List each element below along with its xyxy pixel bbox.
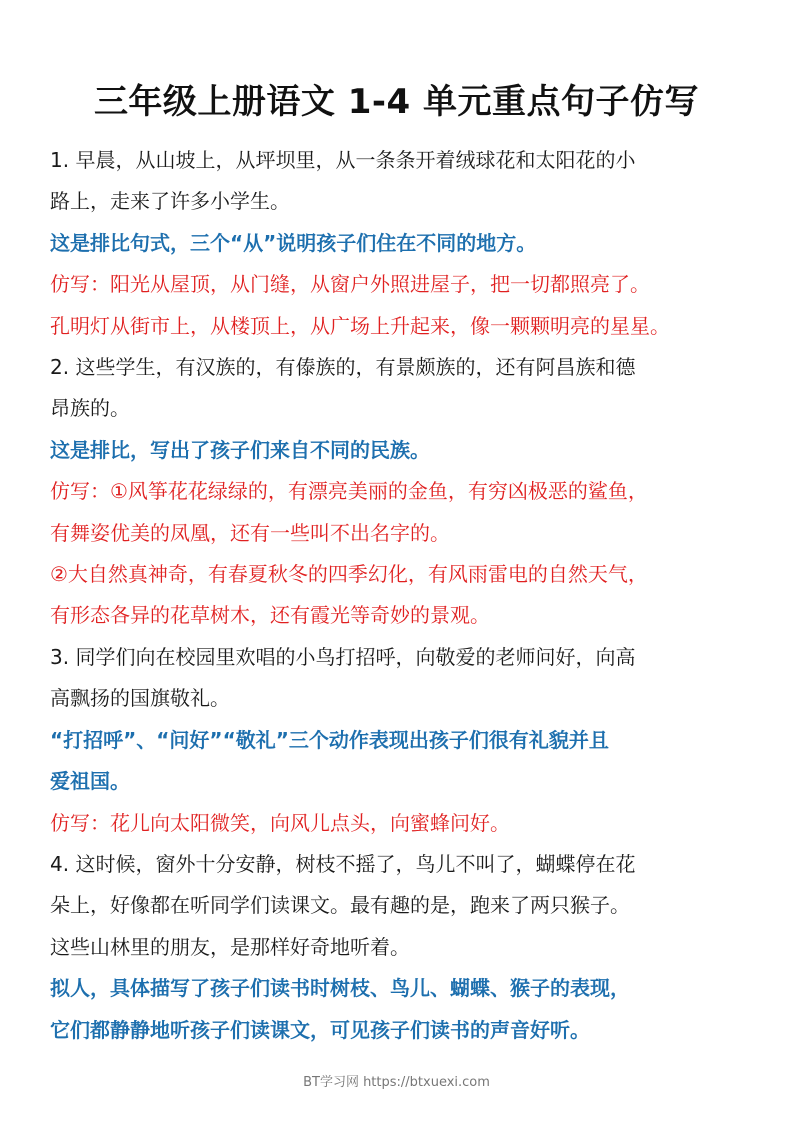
item-1-sentence xyxy=(50,140,750,223)
text-line: 高飘扬的国旗敬礼。 xyxy=(50,686,230,711)
text-line: 拟人，具体描写了孩子们读书时树枝、鸟儿、蝴蝶、猴子的表现， xyxy=(50,976,630,1001)
footer-source: BT学习网 https://btxuexi.com xyxy=(303,1075,490,1090)
item-4-sentence xyxy=(50,844,750,968)
text-line: 仿写：花儿向太阳微笑，向风儿点头，向蜜蜂问好。 xyxy=(50,810,510,835)
text-line: “打招呼”、“问好”“敬礼”三个动作表现出孩子们很有礼貌并且 xyxy=(50,727,609,752)
item-3-sentence xyxy=(50,637,750,720)
text-line: 有形态各异的花草树木，还有霞光等奇妙的景观。 xyxy=(50,603,490,628)
text-line: 爱祖国。 xyxy=(50,769,130,794)
text-line: 这是排比句式，三个“从”说明孩子们住在不同的地方。 xyxy=(50,230,537,255)
text-line: 昂族的。 xyxy=(50,396,130,421)
content-body xyxy=(50,140,750,1051)
item-2-sentence xyxy=(50,347,750,430)
item-4-analysis xyxy=(50,968,750,1051)
text-line: 2. 这些学生，有汉族的，有傣族的，有景颇族的，还有阿昌族和德 xyxy=(50,355,636,380)
item-1-analysis xyxy=(50,223,750,264)
item-2-imitation xyxy=(50,471,750,637)
text-line: 朵上，好像都在听同学们读课文。最有趣的是，跑来了两只猴子。 xyxy=(50,893,630,918)
item-3-imitation xyxy=(50,803,750,844)
page-title: 三年级上册语文 1-4 单元重点句子仿写 xyxy=(93,82,700,122)
text-line: 它们都静静地听孩子们读课文，可见孩子们读书的声音好听。 xyxy=(50,1017,590,1042)
text-line: 仿写：阳光从屋顶，从门缝，从窗户外照进屋子，把一切都照亮了。 xyxy=(50,272,650,297)
text-line: 这些山林里的朋友，是那样好奇地听着。 xyxy=(50,934,410,959)
text-line: 仿写：①风筝花花绿绿的，有漂亮美丽的金鱼，有穷凶极恶的鲨鱼， xyxy=(50,479,648,504)
text-line: 1. 早晨，从山坡上，从坪坝里，从一条条开着绒球花和太阳花的小 xyxy=(50,148,636,172)
text-line: 4. 这时候，窗外十分安静，树枝不摇了，鸟儿不叫了，蝴蝶停在花 xyxy=(50,851,636,876)
item-2-analysis xyxy=(50,430,750,471)
item-3-analysis xyxy=(50,720,750,803)
text-line: 3. 同学们向在校园里欢唱的小鸟打招呼，向敬爱的老师问好，向高 xyxy=(50,644,636,669)
text-line: 孔明灯从街市上，从楼顶上，从广场上升起来，像一颗颗明亮的星星。 xyxy=(50,313,670,338)
text-line: 这是排比，写出了孩子们来自不同的民族。 xyxy=(50,437,430,462)
text-line: 路上，走来了许多小学生。 xyxy=(50,189,290,214)
text-line: ②大自然真神奇，有春夏秋冬的四季幻化，有风雨雷电的自然天气， xyxy=(50,562,648,587)
text-line: 有舞姿优美的凤凰，还有一些叫不出名字的。 xyxy=(50,520,450,545)
item-1-imitation xyxy=(50,264,750,347)
